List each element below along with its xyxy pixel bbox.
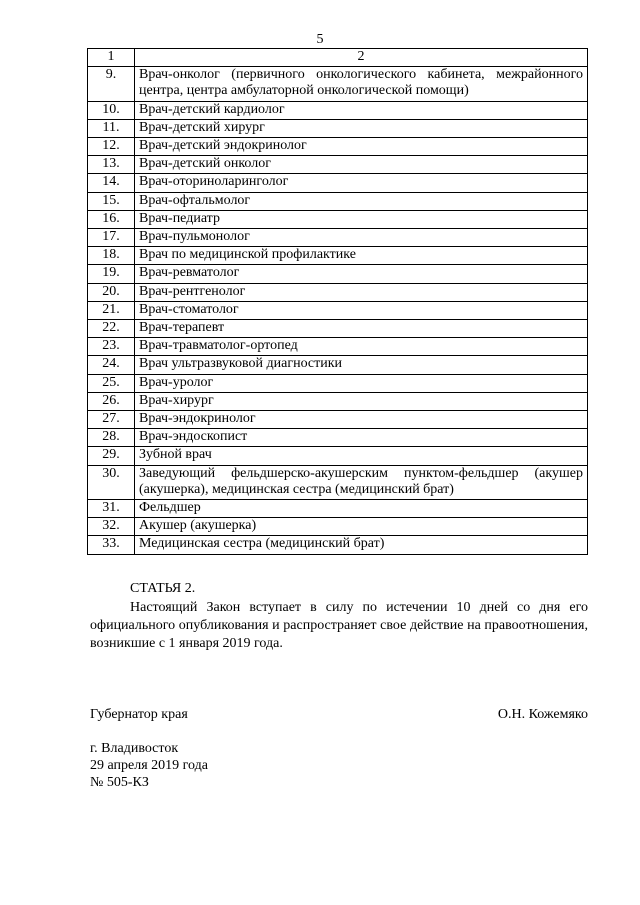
table-row	[88, 536, 588, 554]
row-number: 22.	[88, 320, 135, 338]
row-number: 19.	[88, 265, 135, 283]
row-number: 29.	[88, 447, 135, 465]
specialists-table	[87, 48, 588, 555]
table-row	[88, 356, 588, 374]
table-row	[88, 518, 588, 536]
row-number: 12.	[88, 138, 135, 156]
table-row	[88, 465, 588, 499]
table-row	[88, 429, 588, 447]
table-row	[88, 229, 588, 247]
table-header-row	[88, 49, 588, 67]
row-number: 14.	[88, 174, 135, 192]
article-title: СТАТЬЯ 2.	[130, 581, 196, 596]
table-row	[88, 301, 588, 319]
row-number: 16.	[88, 210, 135, 228]
row-number: 33.	[88, 536, 135, 554]
governor-title: Губернатор края	[90, 707, 188, 722]
signing-date: 29 апреля 2019 года	[90, 758, 208, 773]
row-position-name: Врач-эндокринолог	[135, 411, 588, 429]
row-number: 31.	[88, 500, 135, 518]
signing-place: г. Владивосток	[90, 741, 179, 756]
table-row	[88, 192, 588, 210]
row-number: 11.	[88, 119, 135, 137]
table-row	[88, 283, 588, 301]
row-number: 10.	[88, 101, 135, 119]
row-position-name: Врач-рентгенолог	[135, 283, 588, 301]
row-number: 25.	[88, 374, 135, 392]
header-column-name: 2	[135, 49, 588, 67]
row-number: 18.	[88, 247, 135, 265]
row-position-name: Врач-детский кардиолог	[135, 101, 588, 119]
row-number: 20.	[88, 283, 135, 301]
table-row	[88, 374, 588, 392]
row-position-name: Врач ультразвуковой диагностики	[135, 356, 588, 374]
row-position-name: Врач-терапевт	[135, 320, 588, 338]
header-column-number: 1	[88, 49, 135, 67]
row-position-name: Врач-онколог (первичного онкологического кабинета, межрайонного центра, центра амбулаторной онкологической помощи)	[135, 67, 588, 101]
row-position-name: Врач-детский эндокринолог	[135, 138, 588, 156]
table-row	[88, 119, 588, 137]
row-position-name: Фельдшер	[135, 500, 588, 518]
table-row	[88, 447, 588, 465]
row-position-name: Врач-офтальмолог	[135, 192, 588, 210]
row-position-name: Врач-уролог	[135, 374, 588, 392]
table-row	[88, 67, 588, 101]
row-number: 17.	[88, 229, 135, 247]
table-row	[88, 101, 588, 119]
table-row	[88, 174, 588, 192]
row-position-name: Врач-стоматолог	[135, 301, 588, 319]
table-row	[88, 411, 588, 429]
table-row	[88, 265, 588, 283]
row-number: 26.	[88, 392, 135, 410]
row-position-name: Врач-эндоскопист	[135, 429, 588, 447]
law-number: № 505-КЗ	[90, 775, 149, 790]
row-number: 28.	[88, 429, 135, 447]
table-row	[88, 156, 588, 174]
row-number: 24.	[88, 356, 135, 374]
article-text: Настоящий Закон вступает в силу по истечении 10 дней со дня его официального опубликования и распространяет свое действие на правоотношения, возникшие с 1 января 2019 года.	[90, 600, 588, 651]
row-position-name: Заведующий фельдшерско-акушерским пунктом-фельдшер (акушер (акушерка), медицинская сестра (медицинский брат)	[135, 465, 588, 499]
row-position-name: Медицинская сестра (медицинский брат)	[135, 536, 588, 554]
table-row	[88, 138, 588, 156]
table-row	[88, 247, 588, 265]
row-number: 32.	[88, 518, 135, 536]
row-position-name: Врач-педиатр	[135, 210, 588, 228]
row-position-name: Врач-травматолог-ортопед	[135, 338, 588, 356]
row-number: 23.	[88, 338, 135, 356]
row-position-name: Врач-хирург	[135, 392, 588, 410]
row-position-name: Зубной врач	[135, 447, 588, 465]
row-position-name: Врач-детский онколог	[135, 156, 588, 174]
table-row	[88, 320, 588, 338]
row-number: 21.	[88, 301, 135, 319]
table-row	[88, 338, 588, 356]
row-position-name: Врач-детский хирург	[135, 119, 588, 137]
table-row	[88, 210, 588, 228]
row-position-name: Врач-пульмонолог	[135, 229, 588, 247]
row-number: 30.	[88, 465, 135, 499]
table-row	[88, 392, 588, 410]
table-row	[88, 500, 588, 518]
row-position-name: Врач-оториноларинголог	[135, 174, 588, 192]
row-number: 27.	[88, 411, 135, 429]
governor-name: О.Н. Кожемяко	[497, 707, 588, 722]
row-position-name: Акушер (акушерка)	[135, 518, 588, 536]
row-number: 15.	[88, 192, 135, 210]
row-number: 9.	[88, 67, 135, 101]
row-position-name: Врач-ревматолог	[135, 265, 588, 283]
row-number: 13.	[88, 156, 135, 174]
row-position-name: Врач по медицинской профилактике	[135, 247, 588, 265]
page-number: 5	[316, 32, 324, 47]
